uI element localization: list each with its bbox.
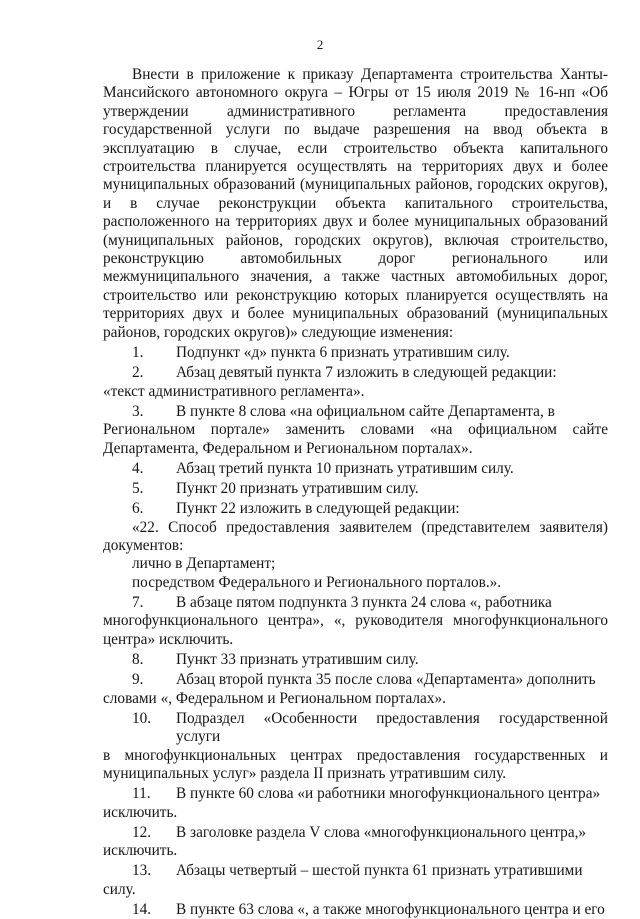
quote-line: посредством Федерального и Регионального порталов.».	[132, 573, 502, 591]
item-text: Абзац второй пункта 35 после слова «Департамента» дополнить	[176, 671, 596, 689]
list-item	[103, 500, 608, 518]
list-item	[103, 480, 608, 498]
quoted-new-text	[103, 519, 608, 593]
item-number: 7.	[132, 593, 144, 611]
item-number: 5.	[132, 479, 144, 497]
item-number: 9.	[132, 671, 144, 689]
item-text: Абзац третий пункта 10 признать утратившим силу.	[176, 459, 514, 477]
item-number: 10.	[132, 709, 152, 727]
item-number: 11.	[132, 785, 151, 803]
list-item	[103, 344, 608, 362]
quote-first-line: «22. Способ предоставления заявителем (представителем заявителя) документов:	[103, 518, 608, 554]
item-number: 6.	[132, 500, 144, 518]
item-text: Подпункт «д» пункта 6 признать утратившим силу.	[176, 343, 510, 361]
list-item	[103, 403, 608, 458]
list-item	[103, 901, 608, 919]
item-text: Подраздел «Особенности предоставления государственной услуги	[176, 709, 608, 746]
list-item	[103, 651, 608, 669]
list-item	[103, 862, 608, 899]
amendment-list-1	[103, 344, 608, 519]
item-continuation: исключить.	[103, 842, 178, 860]
intro-paragraph: Внести в приложение к приказу Департамента строительства Ханты-Мансийского автономного округа – Югры от 15 июля 2019 № 16-нп «Об утверждении административного регламента предоставления государственной услуги по выдаче разрешения на ввод объекта в эксплуатацию в случае, если строительство объекта капитального строительства планируется осуществлять на территориях двух и более муниципальных образований (муниципальных районов, городских округов), и в случае реконструкции объекта капитального строительства, расположенного на территориях двух и более муниципальных образований (муниципальных районов, городских округов), включая строительство, реконструкцию автомобильных дорог регионального или межмуниципального значения, а также частных автомобильных дорог, строительство или реконструкцию которых планируется осуществлять на территориях двух и более муниципальных образований (муниципальных районов, городских округов)» следующие изменения:	[103, 66, 608, 341]
item-continuation: многофункционального центра», «, руководителя многофункционального центра» исключить.	[103, 612, 608, 648]
quote-line: лично в Департамент;	[132, 555, 276, 573]
list-item	[103, 671, 608, 708]
item-text: Абзацы четвертый – шестой пункта 61 признать утратившими	[176, 862, 583, 880]
item-continuation: силу.	[103, 880, 136, 898]
item-number: 2.	[132, 364, 144, 382]
item-number: 12.	[132, 823, 152, 841]
item-number: 3.	[132, 402, 144, 420]
list-item	[103, 594, 608, 649]
amendment-list-2	[103, 594, 608, 919]
item-text: В заголовке раздела V слова «многофункционального центра,»	[176, 823, 587, 841]
page-number: 2	[316, 37, 324, 52]
item-number: 4.	[132, 459, 144, 477]
item-number: 1.	[132, 343, 144, 361]
item-continuation: словами «, Федеральном и Региональном порталах».	[103, 689, 446, 707]
item-continuation: «текст административного регламента».	[103, 382, 365, 400]
list-item	[103, 364, 608, 401]
item-text: В пункте 8 слова «на официальном сайте Департамента, в	[176, 402, 555, 420]
item-continuation: исключить.	[103, 803, 178, 821]
list-item	[103, 824, 608, 861]
item-number: 8.	[132, 650, 144, 668]
list-item	[103, 460, 608, 478]
item-text: В пункте 60 слова «и работники многофункционального центра»	[176, 785, 601, 803]
item-text: В абзаце пятом подпункта 3 пункта 24 слова «, работника	[176, 593, 552, 611]
item-text: Пункт 20 признать утратившим силу.	[176, 479, 419, 497]
list-item	[103, 710, 608, 784]
item-continuation: в многофункциональных центрах предоставления государственных и муниципальных услуг» раздела II признать утратившим силу.	[103, 746, 608, 782]
item-text: Пункт 33 признать утратившим силу.	[176, 650, 419, 668]
item-text: В пункте 63 слова «, а также многофункционального центра и его	[176, 901, 605, 919]
item-number: 14.	[132, 901, 152, 919]
item-text: Абзац девятый пункта 7 изложить в следующей редакции:	[176, 364, 557, 382]
item-continuation: Региональном портале» заменить словами «на официальном сайте Департамента, Федеральном и Региональном порталах».	[103, 421, 608, 457]
item-text: Пункт 22 изложить в следующей редакции:	[176, 500, 460, 518]
document-body	[103, 66, 608, 919]
list-item	[103, 785, 608, 822]
item-number: 13.	[132, 862, 152, 880]
